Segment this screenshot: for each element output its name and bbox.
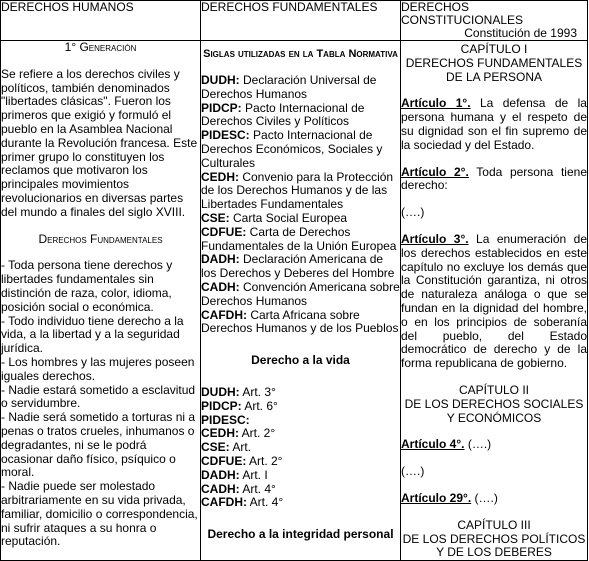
list-item: - Toda persona tiene derechos y libertades fundamentales sin distinción de raza, color, idioma, posición social o económica. <box>1 258 173 314</box>
article-4 <box>401 438 587 452</box>
list-item: - Nadie estará sometido a esclavitud o servidumbre. <box>1 382 196 411</box>
chapter-3-number: CAPÍTULO III <box>457 517 531 532</box>
header-derechos-fundamentales: DERECHOS FUNDAMENTALES <box>201 1 401 41</box>
vida-article: Art. <box>232 440 252 455</box>
header-derechos-constitucionales <box>401 1 588 41</box>
vida-abbr: CAFDH: <box>201 495 247 510</box>
sigla-abbr: PIDCP: <box>201 100 242 115</box>
vida-item <box>201 496 400 510</box>
sigla-text: Declaración Universal de Derechos Humanos <box>201 73 377 101</box>
siglas-title: Siglas utilizadas en la Tabla Normativa <box>203 48 398 60</box>
vida-item <box>201 483 400 497</box>
vida-abbr: CADH: <box>201 481 240 496</box>
content-row <box>1 41 588 561</box>
siglas-list <box>201 74 400 336</box>
article-29 <box>401 492 587 506</box>
vida-abbr: DADH: <box>201 467 240 482</box>
sigla-item <box>201 253 400 281</box>
vida-article: Art. 4° <box>242 481 276 496</box>
chapter-1-title: DERECHOS FUNDAMENTALES DE LA PERSONA <box>405 55 583 84</box>
sigla-item <box>201 171 400 212</box>
article-29-label: Artículo 29°. <box>401 490 472 505</box>
article-2-label: Artículo 2°. <box>401 164 469 179</box>
vida-abbr: PIDCP: <box>201 398 242 413</box>
vida-item <box>201 414 400 428</box>
article-4-text: (….) <box>467 437 492 452</box>
vida-item <box>201 400 400 414</box>
list-item: - Nadie será sometido a torturas ni a penas o tratos crueles, inhumanos o degradantes, ni se le podrá ocasionar daño físico, psíquico o moral. <box>1 410 196 480</box>
sigla-abbr: CSE: <box>201 210 230 225</box>
vida-item <box>201 469 400 483</box>
column-derechos-constitucionales <box>401 41 588 561</box>
chapter-3-title: DE LOS DERECHOS POLÍTICOS Y DE LOS DEBERES <box>402 531 586 560</box>
article-29-text: (….) <box>474 490 498 505</box>
list-item: - Los hombres y las mujeres poseen iguales derechos. <box>1 354 195 383</box>
sigla-text: Carta de Derechos Fundamentales de la Unión Europea <box>201 224 397 253</box>
vida-abbr: CSE: <box>201 440 230 455</box>
article-1 <box>401 97 587 152</box>
sigla-item <box>201 102 400 130</box>
article-1-label: Artículo 1°. <box>401 96 471 111</box>
chapter-2-title: DE LOS DERECHOS SOCIALES Y ECONÓMICOS <box>404 396 584 425</box>
article-1-text: La defensa de la persona humana y el respeto de su dignidad son el fin supremo de la sociedad y del Estado. <box>401 96 587 152</box>
article-3-text: La enumeración de los derechos establecidos en este capítulo no excluye los demás que la Constitución garantiza, ni otros de naturaleza análoga o que se fundan en la dignidad del hombre, o en los principios de soberanía del pueblo, del Estado democrático de derecho y de la forma republicana de gobierno. <box>401 231 587 371</box>
chapter-2-number: CAPÍTULO II <box>458 382 529 397</box>
vida-abbr: CDFUE: <box>201 453 247 468</box>
list-item: - Nadie puede ser molestado arbitrariamente en su vida privada, familiar, domicilio o correspondencia, ni sufrir ataques a su honra o reputación. <box>1 479 198 549</box>
vida-article: Art. 2° <box>249 453 283 468</box>
sigla-abbr: DUDH: <box>201 73 240 87</box>
vida-article: Art. 2° <box>241 426 276 441</box>
generation-title: 1° Generación <box>64 40 137 54</box>
sigla-text: Carta Africana sobre Derechos Humanos y de los Pueblos <box>201 307 399 336</box>
sigla-item <box>201 226 400 254</box>
vida-item <box>201 455 400 469</box>
column-derechos-humanos <box>1 41 201 561</box>
generation-text: Se refiere a los derechos civiles y políticos, también denominados "libertades clásicas". Fueron los primeros que exigió y formuló el pueblo en la Asamblea Nacional durante la Revolución francesa. Este primer grupo lo constituyen los reclamos que motivaron los principales movimientos revolucionarios en diversas partes del mundo a finales del siglo XVIII. <box>1 66 198 219</box>
fundamental-rights-list <box>1 259 200 549</box>
sigla-text: Convenio para la Protección de los Derechos Humanos y de las Libertades Fundamentales <box>201 169 394 212</box>
chapter-1-number: CAPÍTULO I <box>460 42 528 56</box>
vida-article: Art. 4° <box>249 495 284 510</box>
sigla-abbr: PIDESC: <box>201 128 250 143</box>
vida-abbr: DUDH: <box>201 384 240 399</box>
header-col3-title: DERECHOS CONSTITUCIONALES <box>401 0 524 27</box>
sigla-text: Pacto Internacional de Derechos Económicos, Sociales y Culturales <box>201 128 383 170</box>
vida-item <box>201 427 400 441</box>
sigla-item <box>201 281 400 309</box>
article-4-label: Artículo 4°. <box>401 437 465 452</box>
sigla-text: Declaración Americana de los Derechos y Deberes del Hombre <box>201 252 395 281</box>
sigla-text: Carta Social Europea <box>233 210 348 225</box>
ellipsis-1: (….) <box>401 205 425 220</box>
sigla-abbr: CEDH: <box>201 169 239 184</box>
sigla-item <box>201 309 400 337</box>
integridad-title: Derecho a la integridad personal <box>207 527 394 542</box>
sigla-item <box>201 212 400 226</box>
vida-item <box>201 386 400 400</box>
article-3 <box>401 233 587 371</box>
article-2-text: Toda persona tiene derecho: <box>401 164 587 193</box>
article-2 <box>401 166 587 194</box>
list-item: - Todo individuo tiene derecho a la vida, a la libertad y a la seguridad jurídica. <box>1 313 184 356</box>
article-3-label: Artículo 3°. <box>401 231 469 246</box>
sigla-abbr: CAFDH: <box>201 307 247 322</box>
sigla-text: Pacto Internacional de Derechos Civiles y Políticos <box>201 100 365 129</box>
header-row <box>1 1 588 41</box>
column-derechos-fundamentales <box>201 41 401 561</box>
vida-list <box>201 386 400 510</box>
header-derechos-humanos: DERECHOS HUMANOS <box>1 1 201 41</box>
sigla-item <box>201 74 400 102</box>
sigla-item <box>201 129 400 170</box>
ellipsis-2: (….) <box>401 464 425 479</box>
vida-article: Art. 6° <box>244 398 278 413</box>
vida-article: Art. I <box>242 467 268 482</box>
sigla-abbr: DADH: <box>201 252 240 267</box>
sigla-abbr: CDFUE: <box>201 224 247 239</box>
vida-article: Art. 3° <box>242 384 276 399</box>
vida-abbr: PIDESC: <box>201 412 250 427</box>
fundamental-rights-title: Derechos Fundamentales <box>38 231 163 246</box>
sigla-text: Convención Americana sobre Derechos Humanos <box>201 279 400 308</box>
header-col3-subtitle: Constitución de 1993 <box>464 26 577 40</box>
vida-abbr: CEDH: <box>201 426 239 441</box>
vida-title: Derecho a la vida <box>251 353 350 368</box>
sigla-abbr: CADH: <box>201 279 240 294</box>
vida-item <box>201 441 400 455</box>
